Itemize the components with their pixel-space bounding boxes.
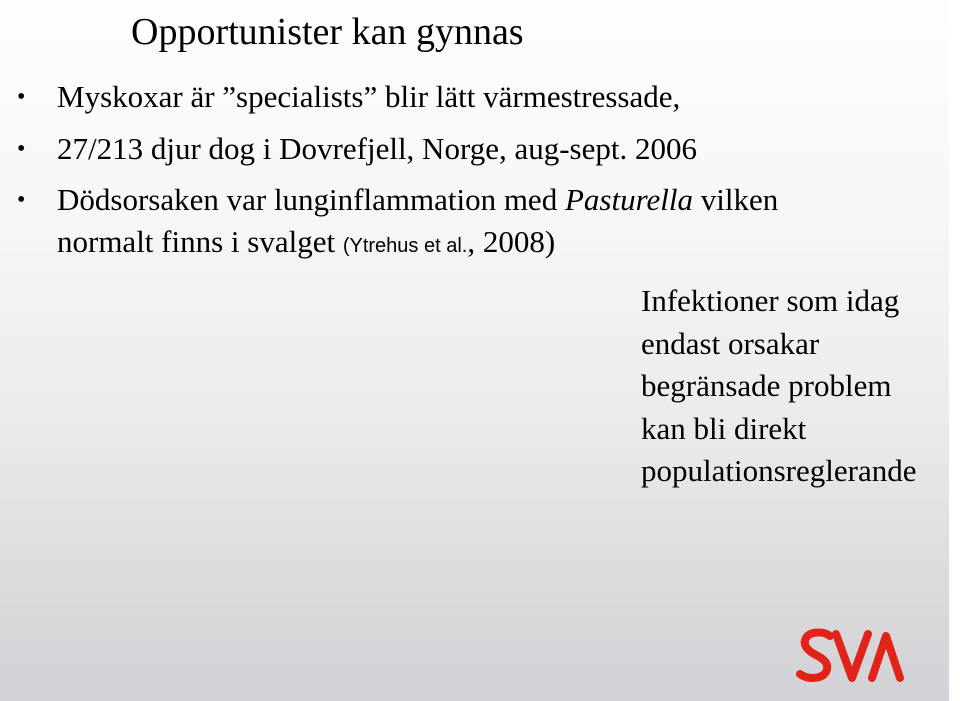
side-note — [641, 280, 916, 493]
side-note-line: begränsade problem — [641, 368, 892, 403]
slide-title: Opportunister kan gynnas — [131, 11, 524, 53]
bullet-text-segment: vilken — [692, 182, 779, 217]
bullet-text: 27/213 djur dog i Dovrefjell, Norge, aug-sept. 2006 — [57, 131, 697, 166]
side-note-line: endast orsakar — [641, 325, 820, 361]
bullet-text: Myskoxar är ”specialists” blir lätt värmestressade, — [57, 79, 681, 114]
bullet-text-segment: normalt finns i svalget — [57, 224, 343, 259]
sva-logo — [796, 628, 904, 684]
side-note-line: kan bli direkt — [641, 410, 807, 446]
sva-logo-a — [872, 636, 900, 678]
bullet-dot: • — [17, 187, 26, 213]
bullet-dot: • — [17, 84, 26, 110]
sva-logo-s — [800, 632, 830, 677]
bullet-dot: • — [17, 136, 26, 162]
side-note-line: populationsreglerande — [641, 453, 917, 488]
citation-year: , 2008) — [467, 224, 556, 259]
bullet-text — [57, 179, 778, 267]
sva-logo-v — [836, 634, 868, 678]
slide-edge — [949, 0, 960, 701]
citation-author: (Ytrehus et al. — [342, 235, 468, 257]
bullet-text-segment: Dödsorsaken var lunginflammation med — [57, 182, 565, 217]
side-note-line: Infektioner som idag — [641, 283, 900, 318]
species-name: Pasturella — [564, 182, 693, 217]
